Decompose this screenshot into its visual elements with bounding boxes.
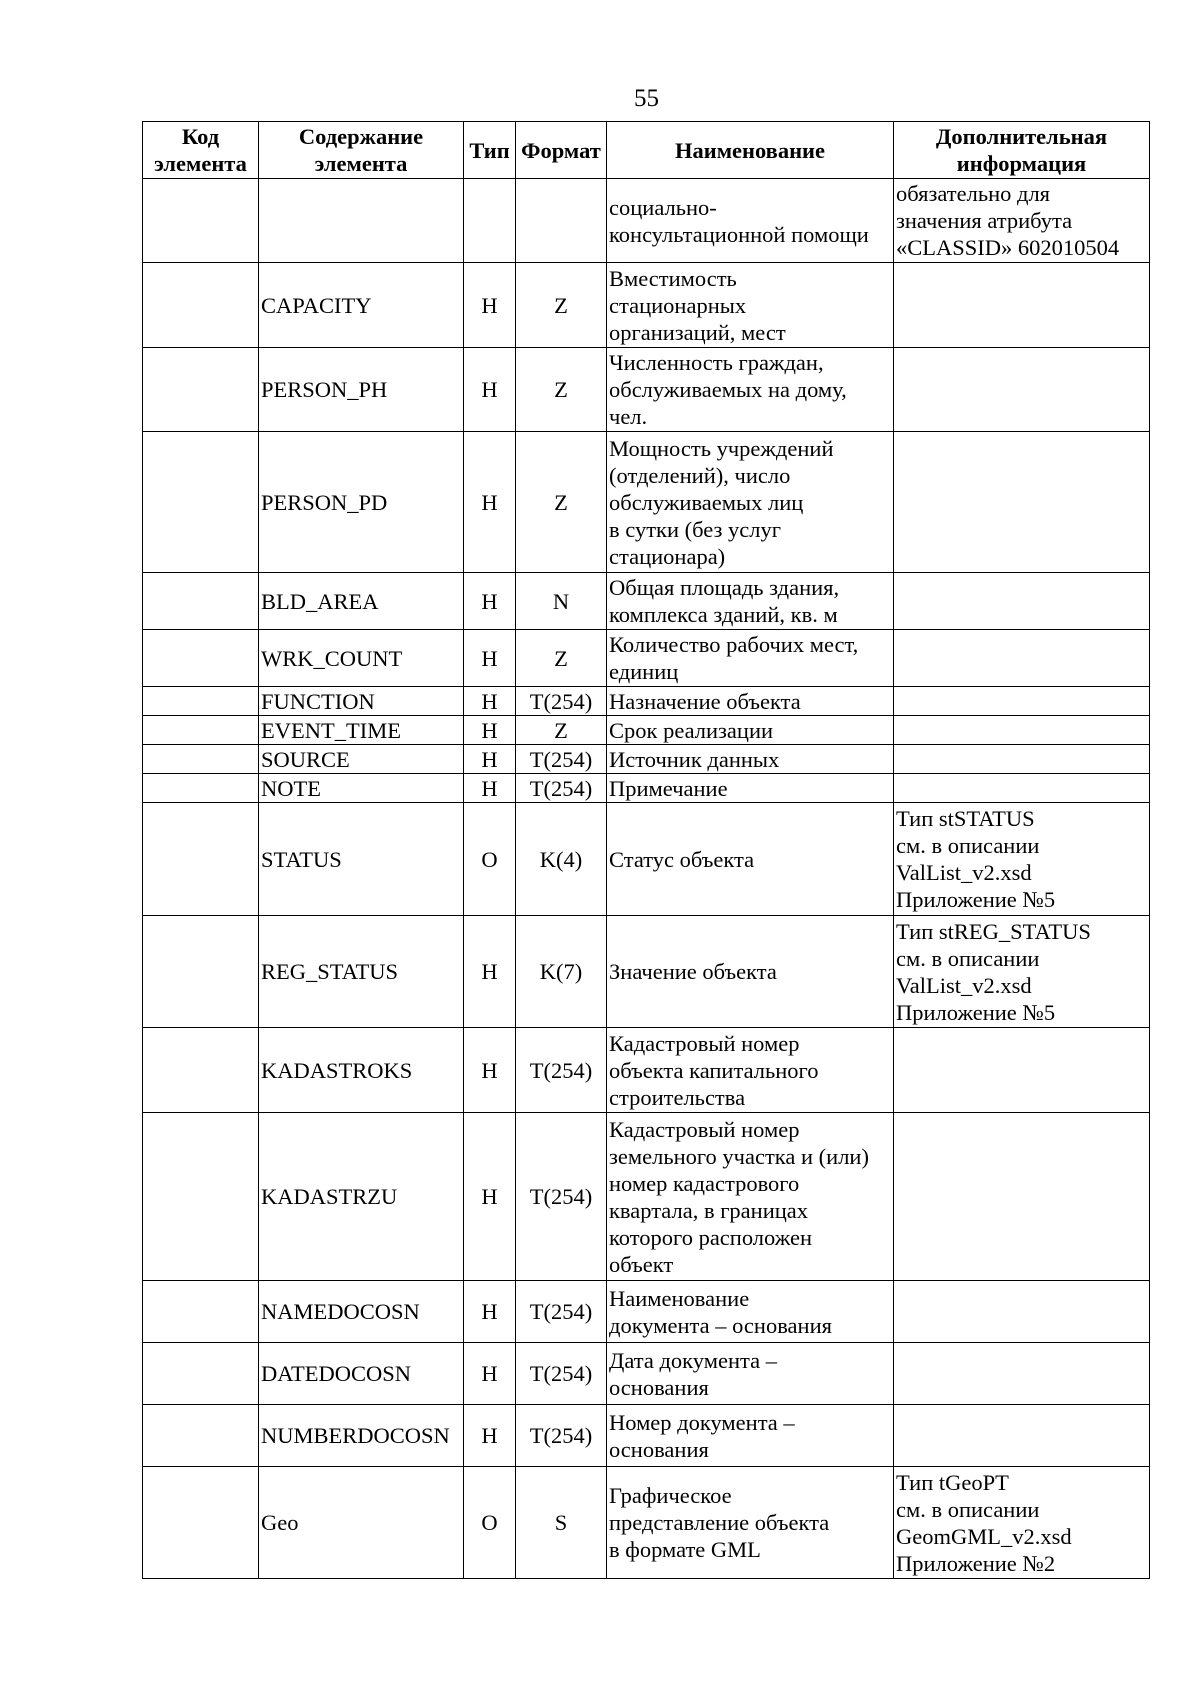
table-row bbox=[143, 916, 1150, 1028]
table-row bbox=[143, 1467, 1150, 1579]
element-code-cell bbox=[143, 803, 259, 916]
table-row bbox=[143, 1113, 1150, 1281]
element-content-cell: SOURCE bbox=[259, 745, 464, 774]
additional-info-cell: Тип stREG_STATUS см. в описании ValList_v2.xsd Приложение №5 bbox=[894, 916, 1150, 1028]
additional-info-cell bbox=[894, 573, 1150, 630]
type-cell: О bbox=[464, 803, 516, 916]
element-code-cell bbox=[143, 348, 259, 432]
additional-info-cell bbox=[894, 1405, 1150, 1467]
additional-info-cell bbox=[894, 348, 1150, 432]
table-row bbox=[143, 179, 1150, 263]
type-cell: Н bbox=[464, 630, 516, 687]
table-row bbox=[143, 716, 1150, 745]
format-cell: T(254) bbox=[516, 687, 607, 716]
type-cell: Н bbox=[464, 916, 516, 1028]
type-cell: Н bbox=[464, 1343, 516, 1405]
name-cell: Источник данных bbox=[607, 745, 894, 774]
additional-info-cell bbox=[894, 432, 1150, 573]
element-code-cell bbox=[143, 687, 259, 716]
table-row bbox=[143, 432, 1150, 573]
additional-info-cell bbox=[894, 745, 1150, 774]
element-content-cell: PERSON_PH bbox=[259, 348, 464, 432]
element-code-cell bbox=[143, 1281, 259, 1343]
type-cell: Н bbox=[464, 1113, 516, 1281]
name-cell: Графическое представление объекта в формате GML bbox=[607, 1467, 894, 1579]
page-number: 55 bbox=[634, 85, 659, 112]
element-code-cell bbox=[143, 774, 259, 803]
additional-info-cell: обязательно для значения атрибута «CLASSID» 602010504 bbox=[894, 179, 1150, 263]
name-cell: Вместимость стационарных организаций, мест bbox=[607, 263, 894, 348]
element-content-cell: KADASTRZU bbox=[259, 1113, 464, 1281]
additional-info-cell bbox=[894, 263, 1150, 348]
format-cell: T(254) bbox=[516, 1405, 607, 1467]
header-format: Формат bbox=[516, 122, 607, 179]
table-row bbox=[143, 1343, 1150, 1405]
element-code-cell bbox=[143, 1113, 259, 1281]
element-content-cell: WRK_COUNT bbox=[259, 630, 464, 687]
name-cell: социально- консультационной помощи bbox=[607, 179, 894, 263]
name-cell: Значение объекта bbox=[607, 916, 894, 1028]
element-content-cell: EVENT_TIME bbox=[259, 716, 464, 745]
element-code-cell bbox=[143, 716, 259, 745]
format-cell: N bbox=[516, 573, 607, 630]
element-content-cell: KADASTROKS bbox=[259, 1028, 464, 1113]
type-cell: Н bbox=[464, 348, 516, 432]
format-cell: K(7) bbox=[516, 916, 607, 1028]
table-row bbox=[143, 1281, 1150, 1343]
element-content-cell: REG_STATUS bbox=[259, 916, 464, 1028]
type-cell: Н bbox=[464, 745, 516, 774]
additional-info-cell: Тип stSTATUS см. в описании ValList_v2.xsd Приложение №5 bbox=[894, 803, 1150, 916]
name-cell: Наименование документа – основания bbox=[607, 1281, 894, 1343]
element-code-cell bbox=[143, 573, 259, 630]
element-content-cell: NAMEDOCOSN bbox=[259, 1281, 464, 1343]
additional-info-cell bbox=[894, 687, 1150, 716]
name-cell: Количество рабочих мест, единиц bbox=[607, 630, 894, 687]
type-cell: Н bbox=[464, 573, 516, 630]
format-cell: Z bbox=[516, 263, 607, 348]
additional-info-cell bbox=[894, 630, 1150, 687]
type-cell: Н bbox=[464, 1405, 516, 1467]
name-cell: Статус объекта bbox=[607, 803, 894, 916]
element-code-cell bbox=[143, 1405, 259, 1467]
table-row bbox=[143, 745, 1150, 774]
type-cell: Н bbox=[464, 1028, 516, 1113]
additional-info-cell bbox=[894, 1113, 1150, 1281]
element-content-cell: CAPACITY bbox=[259, 263, 464, 348]
element-code-cell bbox=[143, 1343, 259, 1405]
format-cell: Z bbox=[516, 716, 607, 745]
type-cell: Н bbox=[464, 1281, 516, 1343]
additional-info-cell bbox=[894, 774, 1150, 803]
element-code-cell bbox=[143, 916, 259, 1028]
element-code-cell bbox=[143, 1467, 259, 1579]
header-element-content: Содержание элемента bbox=[259, 122, 464, 179]
type-cell: Н bbox=[464, 263, 516, 348]
element-content-cell: NOTE bbox=[259, 774, 464, 803]
element-content-cell: STATUS bbox=[259, 803, 464, 916]
format-cell: S bbox=[516, 1467, 607, 1579]
type-cell: О bbox=[464, 1467, 516, 1579]
header-additional-info: Дополнительная информация bbox=[894, 122, 1150, 179]
name-cell: Кадастровый номер земельного участка и (или) номер кадастрового квартала, в границах которого расположен объект bbox=[607, 1113, 894, 1281]
table-row bbox=[143, 774, 1150, 803]
table-row bbox=[143, 348, 1150, 432]
format-cell: K(4) bbox=[516, 803, 607, 916]
format-cell: Z bbox=[516, 630, 607, 687]
element-code-cell bbox=[143, 630, 259, 687]
additional-info-cell bbox=[894, 1343, 1150, 1405]
element-content-cell: Geo bbox=[259, 1467, 464, 1579]
format-cell: T(254) bbox=[516, 1343, 607, 1405]
additional-info-cell bbox=[894, 1281, 1150, 1343]
element-content-cell: NUMBERDOCOSN bbox=[259, 1405, 464, 1467]
table-row bbox=[143, 687, 1150, 716]
name-cell: Примечание bbox=[607, 774, 894, 803]
format-cell: T(254) bbox=[516, 774, 607, 803]
format-cell: T(254) bbox=[516, 1281, 607, 1343]
format-cell bbox=[516, 179, 607, 263]
type-cell bbox=[464, 179, 516, 263]
type-cell: Н bbox=[464, 774, 516, 803]
element-content-cell: PERSON_PD bbox=[259, 432, 464, 573]
table-row bbox=[143, 573, 1150, 630]
name-cell: Дата документа – основания bbox=[607, 1343, 894, 1405]
format-cell: T(254) bbox=[516, 1113, 607, 1281]
table-body bbox=[143, 179, 1150, 1579]
element-content-cell: FUNCTION bbox=[259, 687, 464, 716]
format-cell: Z bbox=[516, 432, 607, 573]
name-cell: Срок реализации bbox=[607, 716, 894, 745]
header-name: Наименование bbox=[607, 122, 894, 179]
element-content-cell: DATEDOCOSN bbox=[259, 1343, 464, 1405]
name-cell: Назначение объекта bbox=[607, 687, 894, 716]
format-cell: T(254) bbox=[516, 745, 607, 774]
type-cell: Н bbox=[464, 687, 516, 716]
header-type: Тип bbox=[464, 122, 516, 179]
element-spec-table bbox=[142, 121, 1150, 1579]
table-row bbox=[143, 630, 1150, 687]
additional-info-cell bbox=[894, 716, 1150, 745]
format-cell: T(254) bbox=[516, 1028, 607, 1113]
additional-info-cell: Тип tGeoPT см. в описании GeomGML_v2.xsd Приложение №2 bbox=[894, 1467, 1150, 1579]
type-cell: Н bbox=[464, 432, 516, 573]
element-code-cell bbox=[143, 432, 259, 573]
element-code-cell bbox=[143, 1028, 259, 1113]
additional-info-cell bbox=[894, 1028, 1150, 1113]
table-header-row bbox=[143, 122, 1150, 179]
header-element-code: Код элемента bbox=[143, 122, 259, 179]
element-code-cell bbox=[143, 745, 259, 774]
format-cell: Z bbox=[516, 348, 607, 432]
table-row bbox=[143, 803, 1150, 916]
table-row bbox=[143, 263, 1150, 348]
type-cell: Н bbox=[464, 716, 516, 745]
name-cell: Номер документа – основания bbox=[607, 1405, 894, 1467]
name-cell: Численность граждан, обслуживаемых на дому, чел. bbox=[607, 348, 894, 432]
element-code-cell bbox=[143, 179, 259, 263]
element-content-cell bbox=[259, 179, 464, 263]
element-content-cell: BLD_AREA bbox=[259, 573, 464, 630]
table-row bbox=[143, 1028, 1150, 1113]
element-code-cell bbox=[143, 263, 259, 348]
name-cell: Мощность учреждений (отделений), число обслуживаемых лиц в сутки (без услуг стационара) bbox=[607, 432, 894, 573]
table-row bbox=[143, 1405, 1150, 1467]
name-cell: Общая площадь здания, комплекса зданий, кв. м bbox=[607, 573, 894, 630]
name-cell: Кадастровый номер объекта капитального строительства bbox=[607, 1028, 894, 1113]
